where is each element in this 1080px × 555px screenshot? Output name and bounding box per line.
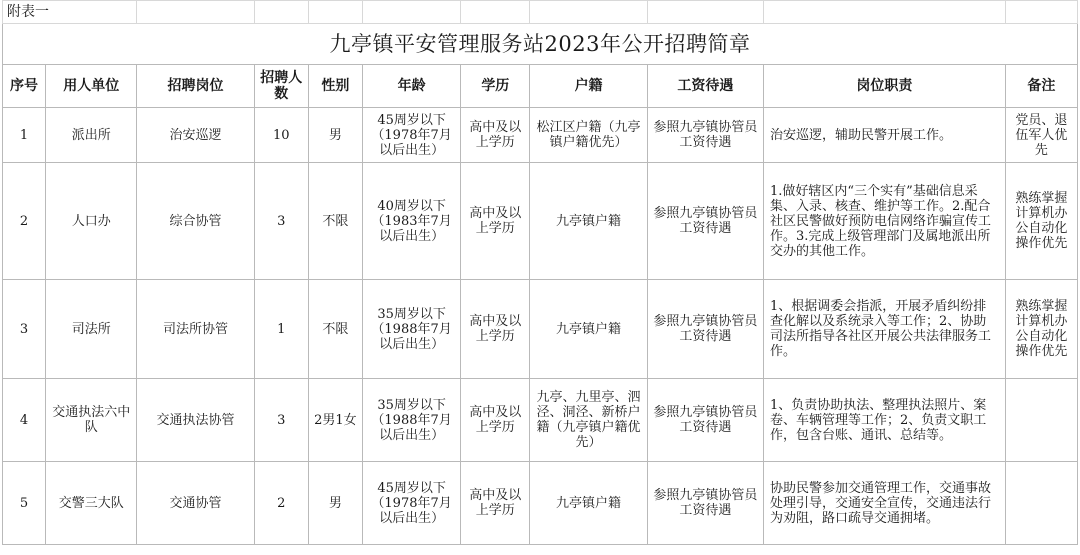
cell-gender: 不限: [308, 163, 362, 280]
cell-post: 交通执法协管: [137, 379, 254, 462]
cell-edu: 高中及以上学历: [461, 462, 530, 545]
cell-salary: 参照九亭镇协管员工资待遇: [647, 280, 763, 379]
cell-gender: 男: [308, 108, 362, 163]
cell-edu: 高中及以上学历: [461, 379, 530, 462]
cell-duty: 治安巡逻，辅助民警开展工作。: [764, 108, 1006, 163]
cell-salary: 参照九亭镇协管员工资待遇: [647, 462, 763, 545]
cell-post: 交通协管: [137, 462, 254, 545]
cell-count: 3: [254, 379, 308, 462]
cell-post: 司法所协管: [137, 280, 254, 379]
cell-count: 10: [254, 108, 308, 163]
cell-note: 熟练掌握计算机办公自动化操作优先: [1005, 163, 1077, 280]
header-edu: 学历: [461, 65, 530, 108]
cell-age: 45周岁以下（1978年7月以后出生）: [362, 108, 460, 163]
title-row: [3, 24, 1078, 65]
cell-age: 35周岁以下（1988年7月以后出生）: [362, 280, 460, 379]
header-no: 序号: [3, 65, 46, 108]
header-age: 年龄: [362, 65, 460, 108]
cell-age: 40周岁以下（1983年7月以后出生）: [362, 163, 460, 280]
empty-cell: [362, 1, 460, 24]
header-row: [3, 65, 1078, 108]
header-salary: 工资待遇: [647, 65, 763, 108]
cell-no: 4: [3, 379, 46, 462]
cell-unit: 交通执法六中队: [46, 379, 137, 462]
cell-duty: 1、负责协助执法、整理执法照片、案卷、车辆管理等工作；2、负责文职工作，包含台账、通讯、总结等。: [764, 379, 1006, 462]
cell-post: 治安巡逻: [137, 108, 254, 163]
cell-note: [1005, 379, 1077, 462]
table-row: [3, 280, 1078, 379]
table-row: [3, 163, 1078, 280]
table-row: [3, 108, 1078, 163]
cell-no: 2: [3, 163, 46, 280]
empty-cell: [308, 1, 362, 24]
page-title: 九亭镇平安管理服务站2023年公开招聘简章: [3, 24, 1078, 65]
cell-gender: 不限: [308, 280, 362, 379]
cell-hukou: 松江区户籍（九亭镇户籍优先）: [530, 108, 647, 163]
cell-count: 3: [254, 163, 308, 280]
cell-salary: 参照九亭镇协管员工资待遇: [647, 163, 763, 280]
cell-unit: 交警三大队: [46, 462, 137, 545]
cell-duty: 1.做好辖区内“三个实有”基础信息采集、入录、核查、维护等工作。2.配合社区民警做好预防电信网络诈骗宣传工作。3.完成上级管理部门及属地派出所交办的其他工作。: [764, 163, 1006, 280]
cell-count: 1: [254, 280, 308, 379]
empty-cell: [461, 1, 530, 24]
empty-cell: [530, 1, 647, 24]
cell-post: 综合协管: [137, 163, 254, 280]
cell-duty: 1、根据调委会指派，开展矛盾纠纷排查化解以及系统录入等工作；2、协助司法所指导各社区开展公共法律服务工作。: [764, 280, 1006, 379]
empty-cell: [647, 1, 763, 24]
cell-note: 熟练掌握计算机办公自动化操作优先: [1005, 280, 1077, 379]
table-row: [3, 379, 1078, 462]
cell-salary: 参照九亭镇协管员工资待遇: [647, 379, 763, 462]
cell-age: 35周岁以下（1988年7月以后出生）: [362, 379, 460, 462]
header-post: 招聘岗位: [137, 65, 254, 108]
cell-edu: 高中及以上学历: [461, 108, 530, 163]
cell-hukou: 九亭镇户籍: [530, 163, 647, 280]
cell-hukou: 九亭镇户籍: [530, 280, 647, 379]
cell-note: 党员、退伍军人优先: [1005, 108, 1077, 163]
cell-note: [1005, 462, 1077, 545]
header-gender: 性别: [308, 65, 362, 108]
annex-label: 附表一: [3, 1, 137, 24]
cell-unit: 人口办: [46, 163, 137, 280]
cell-count: 2: [254, 462, 308, 545]
header-hukou: 户籍: [530, 65, 647, 108]
cell-unit: 派出所: [46, 108, 137, 163]
cell-duty: 协助民警参加交通管理工作，交通事故处理引导，交通安全宣传，交通违法行为劝阻，路口疏导交通拥堵。: [764, 462, 1006, 545]
cell-edu: 高中及以上学历: [461, 163, 530, 280]
header-note: 备注: [1005, 65, 1077, 108]
cell-hukou: 九亭镇户籍: [530, 462, 647, 545]
cell-gender: 男: [308, 462, 362, 545]
cell-no: 3: [3, 280, 46, 379]
cell-no: 5: [3, 462, 46, 545]
table-row: [3, 462, 1078, 545]
empty-cell: [764, 1, 1006, 24]
cell-no: 1: [3, 108, 46, 163]
cell-edu: 高中及以上学历: [461, 280, 530, 379]
header-count: 招聘人数: [254, 65, 308, 108]
annex-row: [3, 1, 1078, 24]
cell-gender: 2男1女: [308, 379, 362, 462]
cell-age: 45周岁以下（1978年7月以后出生）: [362, 462, 460, 545]
empty-cell: [137, 1, 254, 24]
header-duty: 岗位职责: [764, 65, 1006, 108]
cell-hukou: 九亭、九里亭、泗泾、洞泾、新桥户籍（九亭镇户籍优先）: [530, 379, 647, 462]
empty-cell: [1005, 1, 1077, 24]
header-unit: 用人单位: [46, 65, 137, 108]
cell-salary: 参照九亭镇协管员工资待遇: [647, 108, 763, 163]
cell-unit: 司法所: [46, 280, 137, 379]
empty-cell: [254, 1, 308, 24]
recruitment-table: [2, 0, 1078, 545]
